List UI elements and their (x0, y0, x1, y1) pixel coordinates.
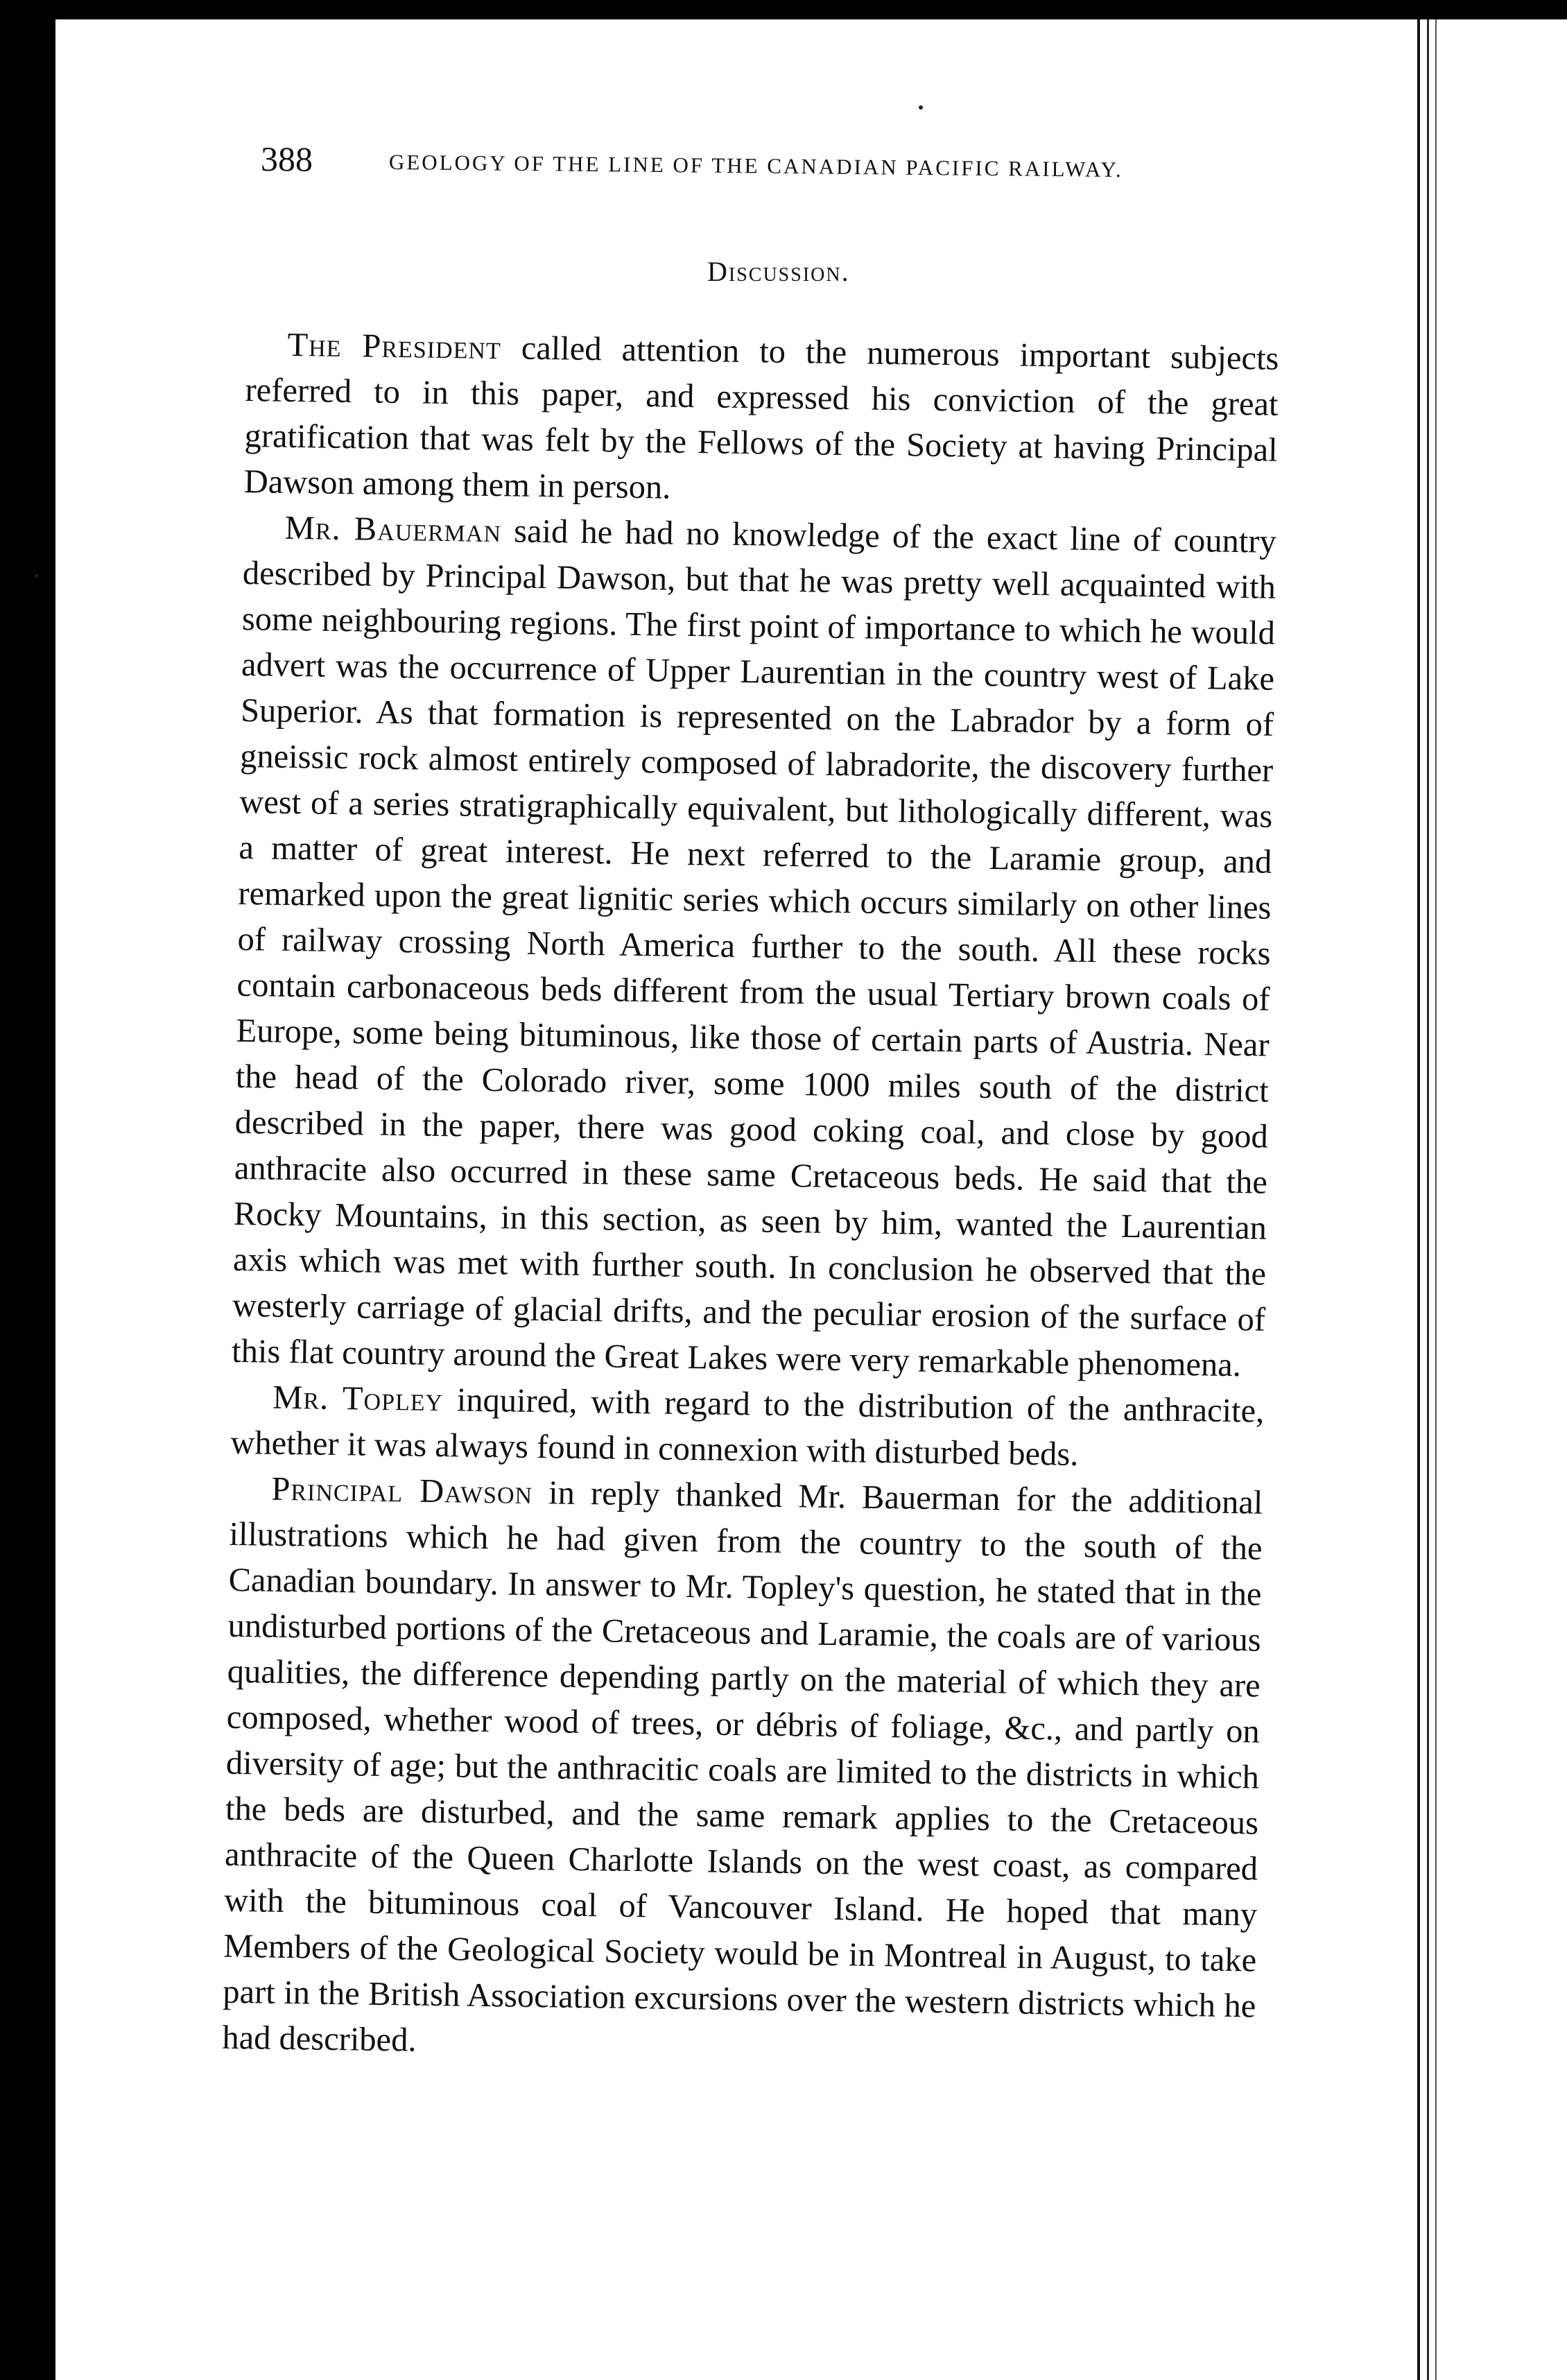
paragraph-topley (230, 1374, 1265, 1481)
discussion-body (222, 322, 1279, 2076)
paragraph-dawson (222, 1466, 1263, 2076)
scan-speck (919, 105, 923, 110)
page-number: 388 (260, 139, 313, 179)
paragraph-text: inquired, with regard to the distribution of the anthracite, whether it was always found in connexion with disturbed beds. (230, 1381, 1265, 1473)
paragraph-text: in reply thanked Mr. Bauerman for the additional illustrations which he had given from the country to the south of the Canadian boundary. In answer to Mr. Topley's question, he stated that in the undisturbed portions of the Cretaceous and Laramie, the coals are of various qualities, the difference depending partly on the material of which they are composed, whether wood of trees, or débris of foliage, &c., and partly on diversity of age; but the anthracitic coals are limited to the districts in which the beds are disturbed, and the same remark applies to the Cretaceous anthracite of the Queen Charlotte Islands on the west coast, as compared with the bituminous coal of Vancouver Island. He hoped that many Members of the Geological Society would be in Montreal in August, to take part in the British Association excursions over the western districts which he had described. (222, 1474, 1263, 2059)
page-edge-line (1427, 19, 1429, 2380)
speaker-name: Mr. Topley (272, 1379, 444, 1419)
scan-top-border (0, 0, 1567, 19)
section-heading: Discussion. (707, 256, 850, 287)
paragraph-bauerman (232, 505, 1276, 1389)
paragraph-president (243, 322, 1279, 519)
page-edge-line (1417, 19, 1420, 2380)
running-head (261, 139, 1301, 191)
book-page (55, 19, 1414, 2380)
running-title: GEOLOGY OF THE LINE OF THE CANADIAN PACIFIC RAILWAY. (388, 149, 1123, 182)
speaker-name: Mr. Bauerman (284, 509, 502, 550)
scan-speck (35, 574, 38, 578)
paragraph-text: said he had no knowledge of the exact line of country described by Principal Dawson, but that he was pretty well acquainted with some neighbouring regions. The first point of importance to which he would advert was the occurrence of Upper Laurentian in the country west of Lake Superior. As that formation is represented on the Labrador by a form of gneissic rock almost entirely composed of labradorite, the discovery further west of a series stratigraphically equivalent, but lithologically different, was a matter of great interest. He next referred to the Laramie group, and remarked upon the great lignitic series which occurs similarly on other lines of railway crossing North America further to the south. All these rocks contain carbonaceous beds different from the usual Tertiary brown coals of Europe, some being bituminous, like those of certain parts of Austria. Near the head of the Colorado river, some 1000 miles south of the district described in the paper, there was good coking coal, and close by good anthracite also occurred in these same Cretaceous beds. He said that the Rocky Mountains, in this section, as seen by him, wanted the Laurentian axis which was met with further south. In conclusion he observed that the westerly carriage of glacial drifts, and the peculiar erosion of the surface of this flat country around the Great Lakes were very remarkable phenomena. (231, 512, 1277, 1384)
paragraph-text: called attention to the numerous important subjects referred to in this paper, and expressed his conviction of the great gratification that was felt by the Fellows of the Society at having Principal Dawson among them in person. (243, 329, 1279, 506)
page-edge-line (1435, 19, 1437, 2380)
adjacent-page-edge (1414, 19, 1567, 2380)
speaker-name: The President (287, 326, 502, 367)
speaker-name: Principal Dawson (271, 1470, 533, 1511)
